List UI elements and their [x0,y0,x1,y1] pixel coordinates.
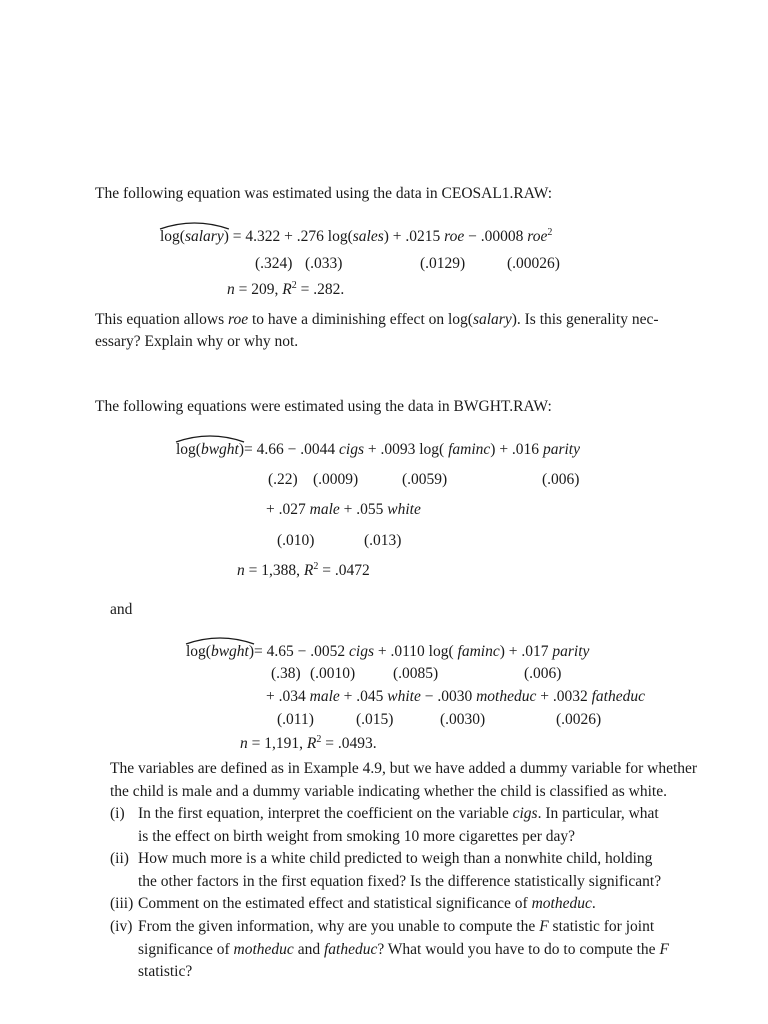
eq1-stats: n = 1,388, $R^2 = .0472$ [237,561,370,579]
eq1-se-parity: (.006) [542,471,580,488]
problem1-question: This equation allows roe to have a diminishing effect on log(salary). Is this generality nec- essary? Explain why or why not. [95,311,659,350]
eq1-se-white: (.013) [364,532,402,549]
eq1-row2: + .027 male + .055 white [266,501,421,518]
problem1-intro: The following equation was estimated using the data in CEOSAL1.RAW: [95,185,553,202]
eq1-se-intercept: (.22) [268,471,298,488]
se-log-sales: (.033) [305,255,343,272]
eq1-se-cigs: (.0009) [313,471,359,488]
question-i: (i) In the first equation, interpret the coefficient on the variable cigs. In particular, what is the effect on birth weight from smoking 10 more cigarettes per day? [110,805,659,845]
hat-log-bwght-1: log(bwght) [176,442,244,458]
se-intercept: (.324) [255,255,293,272]
se-roe-squared: (.00026) [507,255,560,272]
eq2-row2: + .034 male + .045 white − .0030 motheduc + .0032 fatheduc [266,688,645,705]
question-iv: (iv) From the given information, why are you unable to compute the F statistic for joint significance of motheduc and fatheduc? What would you have to do to compute the F statistic? [110,918,669,980]
hat-log-salary: log(salary) [160,229,229,245]
question-iii: (iii) Comment on the estimated effect and statistical significance of motheduc. [110,895,596,912]
eq2-se-male: (.011) [277,711,314,728]
problem1-equation: log(salary) = 4.322 + .276 log(sales) + .0215 roe − .00008 roe$^2$ [160,228,552,245]
eq2-se-parity: (.006) [524,665,562,682]
eq2-se-faminc: (.0085) [393,665,439,682]
eq2-se-fatheduc: (.0026) [556,711,602,728]
eq1-se-male: (.010) [277,532,315,549]
eq2-se-motheduc: (.0030) [440,711,486,728]
eq2-stats: n = 1,191, $R^2 = .0493$. [240,734,377,752]
and-label: and [110,601,133,618]
se-roe: (.0129) [420,255,466,272]
question-ii: (ii) How much more is a white child predicted to weigh than a nonwhite child, holding the other factors in the first equation fixed? Is the difference statistically significant? [110,850,662,890]
problem2-intro: The following equations were estimated using the data in BWGHT.RAW: [95,398,552,415]
problem2-description: The variables are defined as in Example 4.9, but we have added a dummy variable for whether the child is male and a dummy variable indicating whether the child is classified as white. [110,760,698,800]
eq2-row1: log(bwght)= 4.65 − .0052 cigs + .0110 log( faminc) + .017 parity [186,644,589,660]
eq2-se-intercept: (.38) [271,665,301,682]
eq1-se-faminc: (.0059) [402,471,448,488]
eq2-se-white: (.015) [356,711,394,728]
eq1-row1: log(bwght)= 4.66 − .0044 cigs + .0093 log( faminc) + .016 parity [176,442,580,458]
problem1-stats: n = 209, $R^2 = .282$. [227,280,345,298]
eq2-se-cigs: (.0010) [310,665,356,682]
hat-log-bwght-2: log(bwght) [186,644,254,660]
